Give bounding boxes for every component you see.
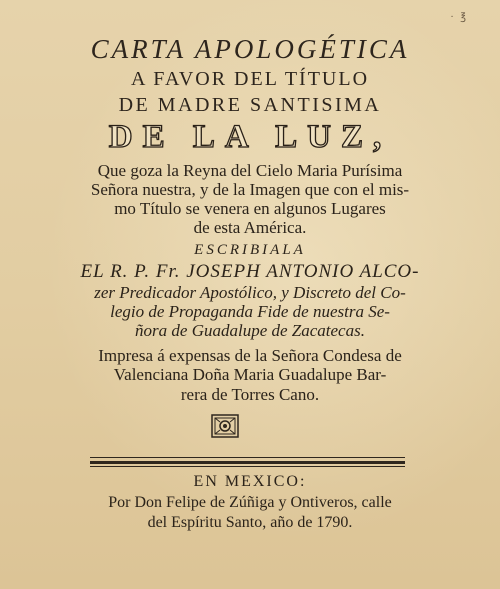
author-line: ñora de Guadalupe de Zacatecas. — [135, 321, 365, 340]
imprint-place: EN MEXICO: — [193, 473, 307, 490]
divider-rule — [90, 457, 405, 458]
author-line: zer Predicador Apostólico, y Discreto del Co- — [94, 283, 406, 302]
subtitle-line: Señora nuestra, y de la Imagen que con el mis- — [90, 180, 410, 199]
subtitle-line: mo Título se venera en algunos Lugares — [114, 199, 386, 218]
main-title: CARTA APOLOGÉTICA — [90, 34, 410, 64]
title-line-3: DE MADRE SANTISIMA — [118, 94, 382, 116]
title-line-2: A FAVOR DEL TÍTULO — [130, 68, 370, 90]
subtitle-line: Que goza la Reyna del Cielo Maria Purísima — [97, 161, 403, 180]
corner-ink-marks: · ℥ — [450, 12, 468, 23]
patron-line: rera de Torres Cano. — [180, 385, 320, 404]
divider-rule — [90, 461, 405, 464]
divider-rule — [90, 466, 405, 467]
author-heading: ESCRIBIALA — [194, 242, 306, 258]
subtitle-line: de esta América. — [193, 218, 307, 237]
title-line-4: DE LA LUZ, — [108, 119, 392, 155]
imprint-printer: Por Don Felipe de Zúñiga y Ontiveros, calle — [108, 494, 392, 511]
imprint-address-date: del Espíritu Santo, año de 1790. — [147, 514, 353, 531]
printers-ornament-icon — [211, 414, 239, 438]
author-line: legio de Propaganda Fide de nuestra Se- — [110, 302, 390, 321]
patron-line: Valenciana Doña Maria Guadalupe Bar- — [113, 365, 387, 384]
author-line: EL R. P. Fr. JOSEPH ANTONIO ALCO- — [80, 261, 420, 282]
patron-line: Impresa á expensas de la Señora Condesa de — [98, 346, 402, 365]
